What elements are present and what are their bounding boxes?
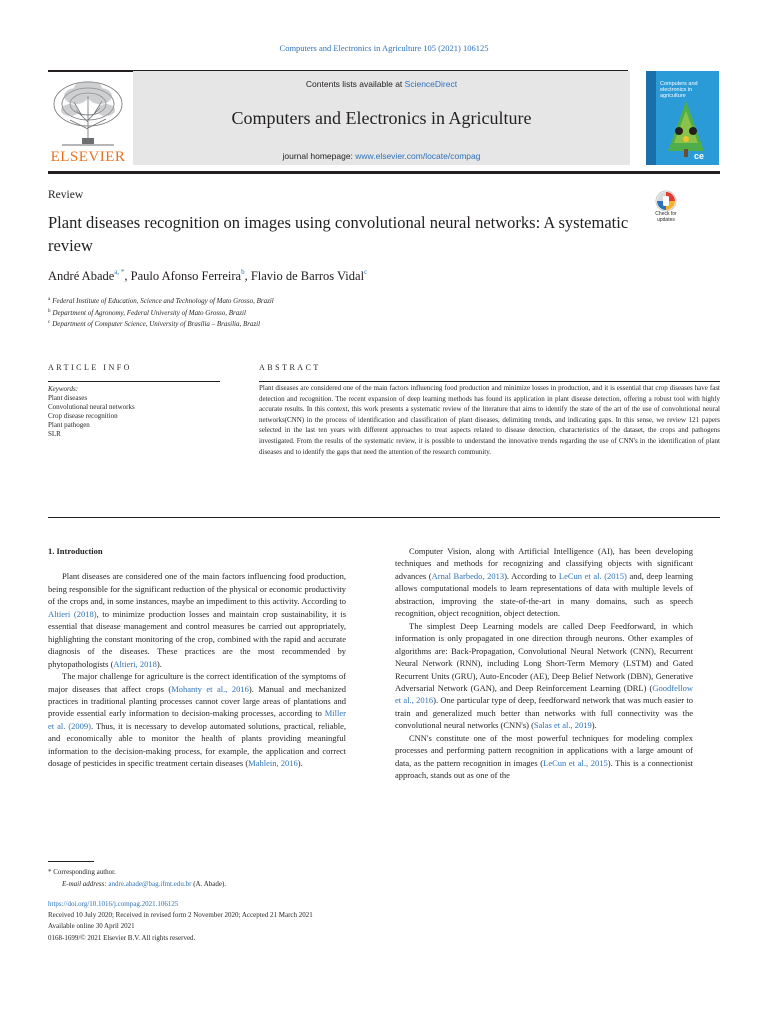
paragraph-text: ). Manual and mechanized practices in traditional planting processes cannot cover large areas of plantations and provide essential early information to decision-making processes, according to bbox=[48, 683, 347, 719]
author-name[interactable]: André Abade bbox=[48, 269, 115, 283]
affiliation bbox=[48, 295, 274, 307]
citation-link[interactable]: Altieri (2018) bbox=[48, 608, 97, 619]
paragraph-text: ). This is a connectionist approach, stands out as one of the bbox=[395, 757, 694, 781]
author-marks: c bbox=[364, 268, 368, 276]
author-name[interactable]: Flavio de Barros Vidal bbox=[250, 269, 365, 283]
citation-link[interactable]: Mohanty et al., 2016 bbox=[171, 683, 249, 694]
contents-prefix: Contents lists available at bbox=[305, 79, 405, 89]
citation-link[interactable]: LeCun et al., 2015 bbox=[543, 757, 608, 768]
paragraph-text: The simplest Deep Learning models are called Deep Feedforward, in which information is only propagated in one direction through neurons. Other examples of algorithms are: Back-Propagation, Convolutional Neural Network (CNN), Recurrent Neural Network (RNN), including Long Short-Term Memory (LSTM) and Gated Recurrent Units (GRU), Auto-Encoder (AE), Deep Belief Network (DBN), Generative Adversarial Network (GAN), and Deep Reinforcement Learning (DRL) ( bbox=[395, 620, 693, 693]
citation-link[interactable]: LeCun et al. (2015) bbox=[558, 570, 627, 581]
body-paragraph bbox=[48, 570, 346, 670]
affiliation-text: Federal Institute of Education, Science and Technology of Mato Grosso, Brazil bbox=[52, 297, 274, 305]
author-marks: b bbox=[241, 268, 245, 276]
affiliation-mark: b bbox=[48, 308, 51, 314]
paragraph-text: CNN's constitute one of the most powerful techniques for modeling complex processes and performing pattern recognition in applications with a large amount of data, as the pattern recognition in images ( bbox=[395, 732, 693, 768]
affiliation-list bbox=[48, 295, 274, 330]
email-link[interactable]: andre.abade@bag.ifmt.edu.br bbox=[108, 880, 192, 888]
journal-title: Computers and Electronics in Agriculture bbox=[231, 108, 532, 128]
author-separator: , bbox=[124, 269, 131, 283]
keyword: SLR bbox=[48, 430, 61, 438]
paragraph-text: . Thus, it is necessary to develop automated solutions, practical, reliable, and economically able to monitor the health of plants providing meaningful information to the decision-making process, for example, the application and correct dosage of pesticides in specific treatment certain diseases ( bbox=[48, 720, 346, 769]
affiliation bbox=[48, 318, 274, 330]
svg-text:ce: ce bbox=[694, 151, 705, 161]
affiliation-mark: a bbox=[48, 297, 51, 302]
paper-title: Plant diseases recognition on images using convolutional neural networks: A systematic review bbox=[48, 213, 629, 255]
paragraph-text: ). bbox=[156, 658, 162, 669]
contents-available-line bbox=[133, 79, 630, 89]
author-list bbox=[48, 268, 367, 284]
publication-info bbox=[48, 899, 548, 944]
article-info-heading: ARTICLE INFO bbox=[48, 363, 132, 372]
cover-title: Computers and electronics in agriculture bbox=[660, 81, 698, 99]
affiliation bbox=[48, 307, 274, 319]
citation-link[interactable]: Miller et al. (2009) bbox=[48, 708, 346, 731]
footnotes bbox=[48, 866, 448, 890]
paragraph-text: Computer Vision, along with Artificial Intelligence (AI), has been developing techniques and methods for recognizing and classifying objects with significant advances ( bbox=[395, 546, 693, 581]
keyword: Plant diseases bbox=[48, 394, 88, 402]
citation-link[interactable]: Altieri, 2018 bbox=[113, 658, 157, 669]
abstract-text: Plant diseases are considered one of the main factors influencing food production and minimize losses in production, and it is essential that crop diseases have fast detection and recognition. The recent expansion of deep learning methods has found its application in plant disease detection, offering a robust tool with highly accurate results. In this context, this work presents a systematic review of the literature that aims to identify the state of the art of the use of convolutional neural networks(CNN) in the process of identification and classification of plant diseases, delimiting trends, and indicating gaps. In this sense, we review 121 papers selected in the last ten years with different approaches to treat aspects related to disease detection, characteristics of the dataset, the crops and pathogens investigated. From the results of the systematic review, it is possible to understand the innovative trends regarding the use of CNN's in the identification of plant diseases and to identify the gaps that need the attention of the research community. bbox=[259, 384, 720, 456]
body-paragraph bbox=[48, 670, 346, 770]
author-marks: a, * bbox=[114, 268, 125, 276]
keywords-label: Keywords: bbox=[48, 385, 79, 393]
body-paragraph bbox=[395, 620, 693, 732]
journal-homepage-line bbox=[133, 151, 630, 161]
check-for-updates-label: Check for updates bbox=[655, 211, 677, 223]
corresponding-author-note: * Corresponding author. bbox=[48, 868, 116, 876]
abstract-bottom-rule bbox=[48, 517, 720, 518]
journal-masthead bbox=[133, 71, 630, 165]
paragraph-text: The major challenge for agriculture is the correct identification of the symptoms of major diseases that affect crops ( bbox=[48, 671, 346, 694]
body-column-right bbox=[395, 545, 693, 782]
affiliation-text: Department of Computer Science, University of Brasília – Brasília, Brazil bbox=[52, 320, 261, 328]
email-label: E-mail address: bbox=[62, 880, 107, 888]
paragraph-text: ). According to bbox=[504, 570, 559, 581]
journal-reference[interactable]: Computers and Electronics in Agriculture 105 (2021) 106125 bbox=[279, 43, 489, 53]
paragraph-text: ). One particular type of deep, feedforward network that was much easier to train and generalized much better than networks with full connectivity was the convolutional neural networks (CNN's) ( bbox=[395, 695, 693, 731]
abstract-heading: ABSTRACT bbox=[259, 363, 321, 372]
body-paragraph bbox=[395, 732, 693, 782]
paragraph-text: and, deep learning allows computational models to learn representations of data with multiple levels of abstraction, improving the state-of-the-art in many domains, such as speech recognition, object recognition, object detection. bbox=[395, 570, 693, 619]
citation-link[interactable]: Arnal Barbedo, 2013 bbox=[431, 570, 505, 581]
journal-cover-icon[interactable] bbox=[646, 71, 719, 165]
citation-link[interactable]: Salas et al., 2019 bbox=[533, 720, 592, 731]
body-paragraph bbox=[395, 545, 693, 620]
author-name[interactable]: Paulo Afonso Ferreira bbox=[130, 269, 242, 283]
sciencedirect-link[interactable]: ScienceDirect bbox=[404, 79, 458, 89]
paragraph-text: , to minimize production losses and maintain crop sustainability, it is essential that disease management and control measures be carried out appropriately, highlighting the constant monitoring of the crop, combined with the rapid and accurate diagnosis of the diseases. These practices are the most recommended by phytopathologists ( bbox=[48, 608, 346, 669]
paragraph-text: ). bbox=[297, 758, 303, 769]
citation-link[interactable]: Goodfellow et al., 2016 bbox=[395, 682, 693, 706]
keyword: Crop disease recognition bbox=[48, 412, 118, 420]
paragraph-text: Plant diseases are considered one of the main factors influencing food production, being responsible for the significant reduction of the physical or economic productivity of the crops and, in some instances, maybe an impediment to this activity. According to bbox=[48, 571, 346, 607]
abstract-rule bbox=[259, 381, 720, 382]
email-suffix: (A. Abade). bbox=[191, 880, 227, 888]
section-heading: 1. Introduction bbox=[48, 546, 103, 556]
keyword: Plant pathogen bbox=[48, 421, 90, 429]
journal-homepage-link[interactable]: www.elsevier.com/locate/compag bbox=[355, 151, 481, 161]
elsevier-tree-logo-icon[interactable] bbox=[48, 74, 128, 166]
homepage-prefix: journal homepage: bbox=[282, 151, 356, 161]
author-separator: , bbox=[244, 269, 251, 283]
elsevier-wordmark: ELSEVIER bbox=[50, 149, 126, 165]
citation-link[interactable]: Mahlein, 2016 bbox=[248, 758, 298, 769]
affiliation-mark: c bbox=[48, 320, 51, 325]
copyright: 0168-1699/© 2021 Elsevier B.V. All rights reserved. bbox=[48, 933, 196, 942]
history-dates: Received 10 July 2020; Received in revised form 2 November 2020; Accepted 21 March 2021 bbox=[48, 911, 313, 920]
paragraph-text: ). bbox=[591, 720, 597, 731]
email-note bbox=[48, 878, 448, 890]
article-info-rule bbox=[48, 381, 220, 382]
check-for-updates-icon[interactable] bbox=[648, 190, 684, 230]
article-type: Review bbox=[48, 189, 84, 201]
available-online: Available online 30 April 2021 bbox=[48, 922, 135, 931]
doi-link[interactable]: https://doi.org/10.1016/j.compag.2021.106125 bbox=[48, 900, 179, 908]
body-column-left bbox=[48, 545, 346, 770]
keyword: Convolutional neural networks bbox=[48, 403, 135, 411]
header-bottom-rule bbox=[48, 171, 720, 174]
footnote-rule bbox=[48, 861, 94, 862]
affiliation-text: Department of Agronomy, Federal University of Mato Grosso, Brazil bbox=[52, 308, 246, 317]
keywords-block bbox=[48, 385, 220, 439]
